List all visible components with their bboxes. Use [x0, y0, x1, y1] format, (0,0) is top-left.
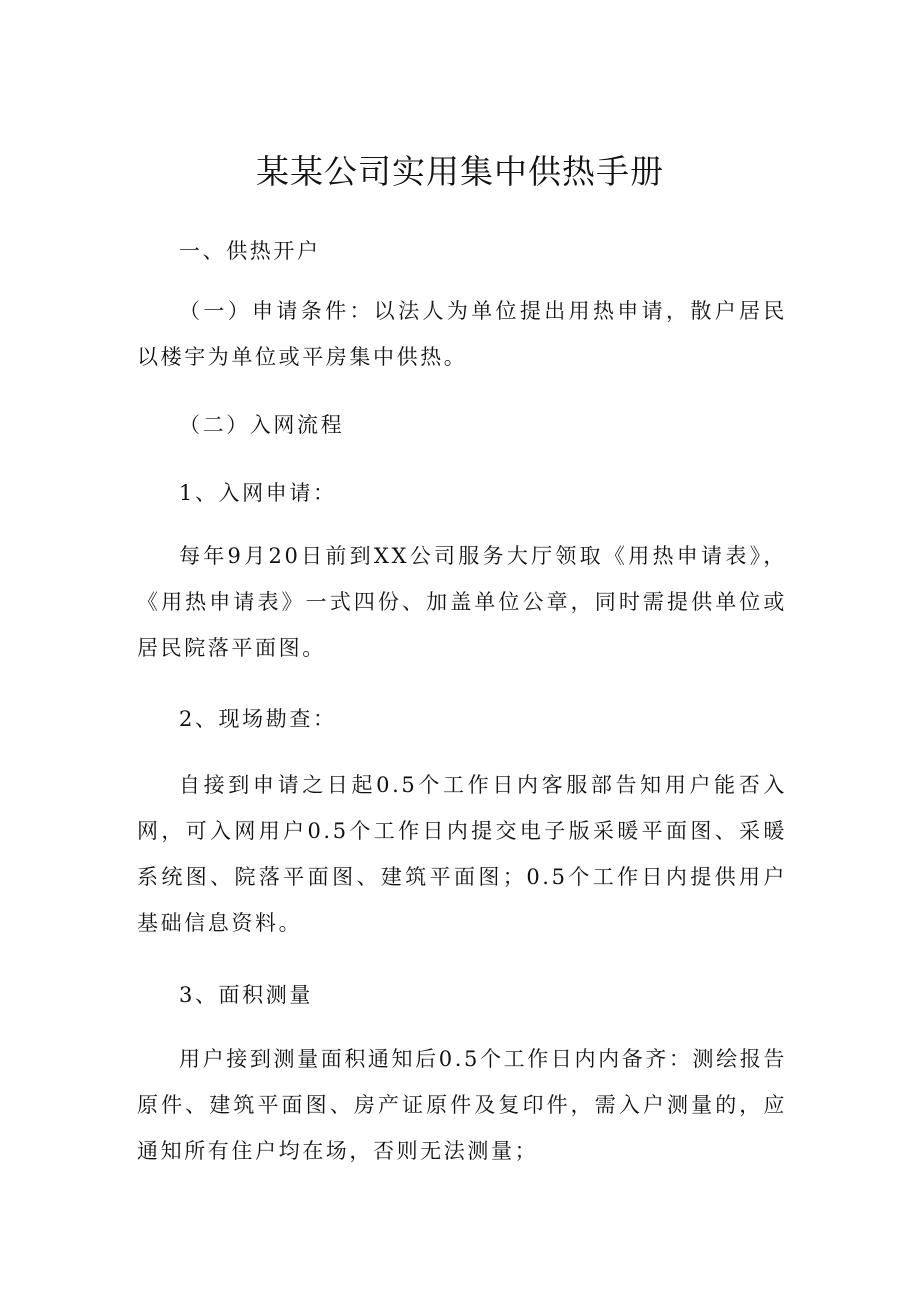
- item-heading-site-survey: 2、现场勘查：: [179, 707, 337, 731]
- subheading-network-process: （二）入网流程: [179, 413, 345, 437]
- paragraph-area-measurement: 用户接到测量面积通知后0.5个工作日内内备齐：测绘报告原件、建筑平面图、房产证原件及复印件，需入户测量的，应通知所有住户均在场，否则无法测量；: [137, 1047, 787, 1163]
- section-heading-account-opening: 一、供热开户: [179, 239, 321, 263]
- document-title: 某某公司实用集中供热手册: [256, 152, 664, 191]
- paragraph-network-application: 每年9月20日前到XX公司服务大厅领取《用热申请表》，《用热申请表》一式四份、加盖单位公章，同时需提供单位或居民院落平面图。: [137, 544, 787, 660]
- item-heading-area-measurement: 3、面积测量: [179, 983, 313, 1007]
- item-heading-network-application: 1、入网申请：: [179, 481, 337, 505]
- paragraph-application-conditions: （一）申请条件：以法人为单位提出用热申请，散户居民以楼宇为单位或平房集中供热。: [137, 299, 787, 369]
- paragraph-site-survey: 自接到申请之日起0.5个工作日内客服部告知用户能否入网，可入网用户0.5个工作日内提交电子版采暖平面图、采暖系统图、院落平面图、建筑平面图；0.5个工作日内提供用户基础信息资料。: [137, 773, 787, 935]
